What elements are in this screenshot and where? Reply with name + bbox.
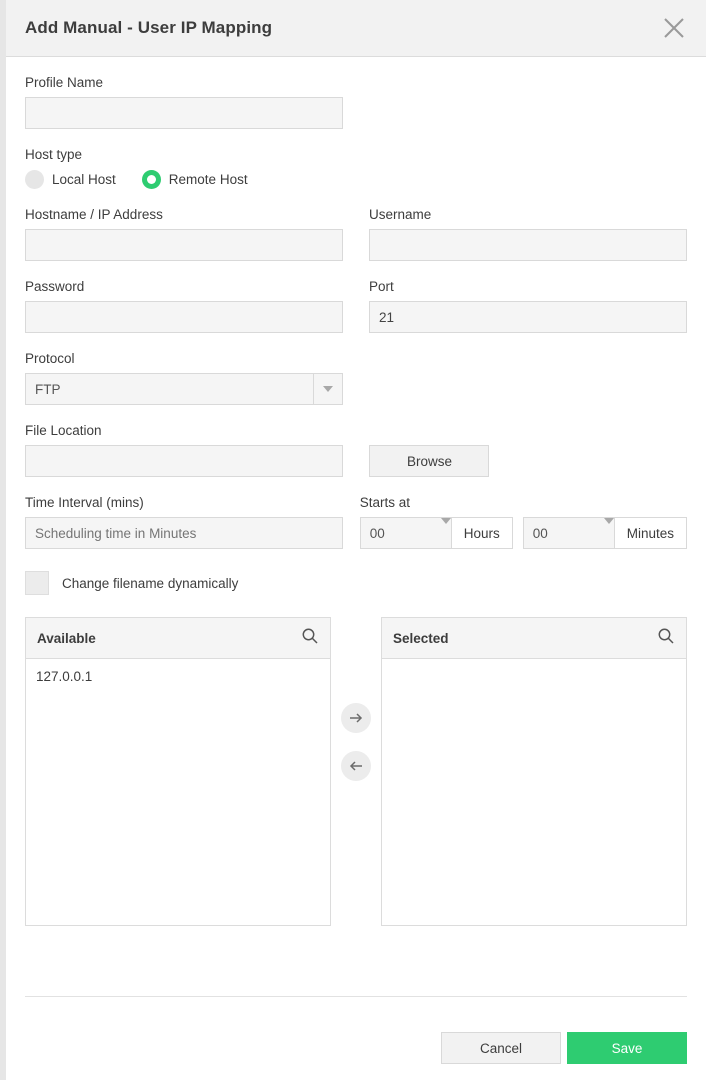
cancel-button[interactable]: Cancel [441, 1032, 561, 1064]
profile-name-label: Profile Name [25, 75, 104, 90]
file-location-group [25, 423, 369, 477]
change-filename-label: Change filename dynamically [62, 575, 239, 591]
file-location-row [25, 423, 687, 477]
selected-listbox [381, 617, 687, 926]
selected-items[interactable] [382, 659, 686, 925]
password-port-row [25, 279, 687, 333]
footer-divider [25, 996, 687, 997]
port-input[interactable] [369, 301, 687, 333]
minutes-stepper[interactable] [523, 517, 615, 549]
hours-value: 00 [369, 525, 385, 541]
password-input[interactable] [25, 301, 343, 333]
password-group [25, 279, 369, 333]
dialog-body [6, 75, 706, 926]
time-interval-group [25, 495, 360, 549]
browse-button[interactable]: Browse [369, 445, 489, 477]
search-icon[interactable] [657, 627, 675, 650]
password-label: Password [25, 279, 85, 294]
arrow-right-icon[interactable] [341, 703, 371, 733]
dialog-footer [441, 1032, 687, 1064]
available-title: Available [37, 630, 96, 646]
selected-header [382, 618, 686, 659]
hours-stepper[interactable] [360, 517, 452, 549]
host-type-radios [25, 170, 687, 189]
dialog-title: Add Manual - User IP Mapping [25, 18, 273, 37]
minutes-unit-label: Minutes [615, 517, 687, 549]
change-filename-checkbox[interactable] [25, 571, 49, 595]
hostname-input[interactable] [25, 229, 343, 261]
browse-group [369, 423, 687, 477]
host-type-group [25, 147, 687, 189]
available-items[interactable] [26, 659, 330, 925]
schedule-row [25, 495, 687, 549]
radio-local-host[interactable] [25, 170, 44, 189]
file-location-label: File Location [25, 423, 102, 438]
dialog-titlebar [6, 0, 706, 57]
radio-remote-host[interactable] [142, 170, 161, 189]
file-location-input[interactable] [25, 445, 343, 477]
time-interval-label: Time Interval (mins) [25, 495, 144, 510]
transfer-controls [331, 617, 381, 799]
profile-name-input[interactable] [25, 97, 343, 129]
profile-name-group [25, 75, 687, 129]
dual-list [25, 617, 687, 926]
hostname-username-row [25, 207, 687, 261]
save-button[interactable]: Save [567, 1032, 687, 1064]
arrow-left-icon[interactable] [341, 751, 371, 781]
chevron-down-icon[interactable] [313, 374, 342, 404]
minutes-chevron-down-icon[interactable] [604, 524, 614, 542]
search-icon[interactable] [301, 627, 319, 650]
starts-at-group [360, 495, 687, 549]
username-group [369, 207, 687, 261]
hostname-label: Hostname / IP Address [25, 207, 163, 222]
starts-at-label: Starts at [359, 495, 410, 510]
available-listbox [25, 617, 331, 926]
hours-unit-label: Hours [452, 517, 513, 549]
time-interval-input[interactable] [25, 517, 343, 549]
username-input[interactable] [369, 229, 687, 261]
hostname-group [25, 207, 369, 261]
username-label: Username [369, 207, 432, 222]
close-icon[interactable] [660, 14, 688, 42]
hours-chevron-down-icon[interactable] [441, 524, 451, 542]
protocol-group [25, 351, 687, 405]
protocol-select[interactable] [25, 373, 343, 405]
port-group [369, 279, 687, 333]
protocol-selected-value: FTP [35, 381, 61, 397]
radio-remote-host-label: Remote Host [168, 172, 248, 187]
port-label: Port [369, 279, 394, 294]
available-header [26, 618, 330, 659]
minutes-value: 00 [532, 525, 548, 541]
host-type-label: Host type [25, 147, 83, 162]
change-filename-row [25, 571, 687, 595]
list-item[interactable]: 127.0.0.1 [36, 669, 93, 684]
starts-at-controls [360, 517, 687, 549]
selected-title: Selected [393, 630, 449, 646]
radio-local-host-label: Local Host [52, 172, 116, 187]
protocol-label: Protocol [25, 351, 75, 366]
